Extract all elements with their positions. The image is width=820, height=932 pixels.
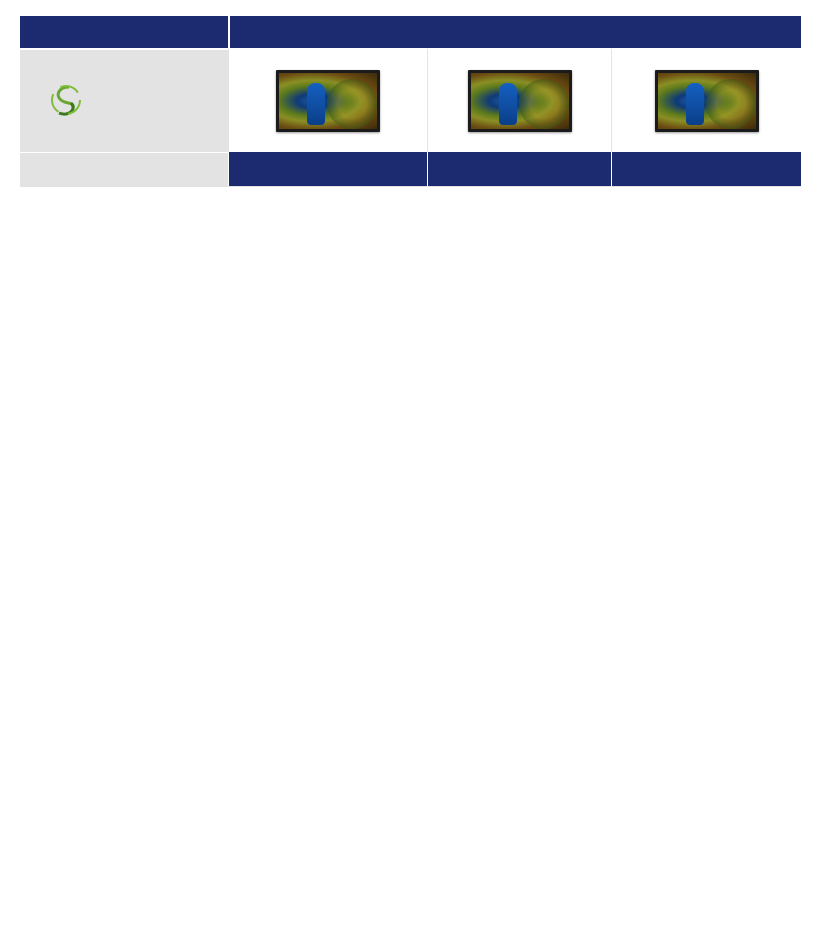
monitor-image-icon	[468, 70, 572, 132]
model-row	[20, 152, 801, 186]
model-name	[228, 152, 427, 186]
product-image-3	[611, 48, 801, 152]
sungheung-logo-icon	[49, 79, 199, 123]
monitor-image-icon	[655, 70, 759, 132]
product-category-title	[228, 16, 801, 48]
company-logo	[20, 48, 228, 152]
model-name	[611, 152, 801, 186]
model-label	[20, 152, 228, 186]
image-row	[20, 48, 801, 152]
model-name	[427, 152, 611, 186]
header-row	[20, 16, 801, 48]
product-image-1	[228, 48, 427, 152]
specifications-title	[20, 16, 228, 48]
spec-sheet	[20, 16, 801, 187]
product-image-2	[427, 48, 611, 152]
monitor-image-icon	[276, 70, 380, 132]
